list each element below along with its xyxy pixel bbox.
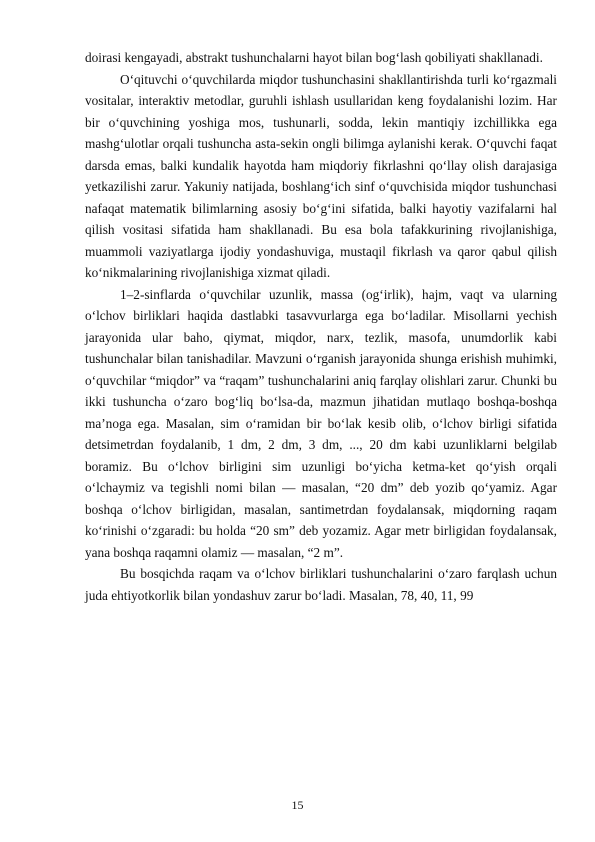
paragraph-number-vs-unit: Bu bosqichda raqam va o‘lchov birliklari tushunchalarini o‘zaro farqlash uchun juda ehtiyotkorlik bilan yondashuv zarur bo‘ladi. Masalan, 78, 40, 11, 99 — [85, 566, 557, 603]
body-text — [85, 47, 557, 606]
paragraph-teacher-methods: O‘qituvchi o‘quvchilarda miqdor tushunchasini shakllantirishda turli ko‘rgazmali vositalar, interaktiv metodlar, guruhli ishlash usullaridan keng foydalanishi lozim. Har bir o‘quvchining yoshiga mos, tushunarli, sodda, lekin mantiqiy izchillikka ega mashg‘ulotlar orqali tushuncha asta-sekin ongli bilimga aylanishi kerak. O‘quvchi faqat darsda emas, balki kundalik hayotda ham miqdoriy fikrlashni qo‘llay olish darajasiga yetkazilishi zarur. Yakuniy natijada, boshlang‘ich sinf o‘quvchisida miqdor tushunchasi nafaqat matematik bilimlarning asosiy bo‘g‘ini sifatida, balki hayotiy vazifalarni hal qilish vositasi sifatida ham shakllanadi. Bu esa bola tafakkurining rivojlanishiga, muammoli vaziyatlarga ijodiy yondashuviga, mustaqil fikrlash va qaror qabul qilish ko‘nikmalarining rivojlanishiga xizmat qiladi. — [85, 71, 557, 280]
page-number: 15 — [291, 798, 304, 812]
paragraph-grades-1-2: 1–2-sinflarda o‘quvchilar uzunlik, massa (og‘irlik), hajm, vaqt va ularning o‘lchov birliklari haqida dastlabki tasavvurlarga ega bo‘ladilar. Misollarni yechish jarayonida ular baho, qiymat, miqdor, narx, tezlik, masofa, unumdorlik kabi tushunchalar bilan tanishadilar. Mavzuni o‘rganish jarayonida shunga erishish muhimki, o‘quvchilar “miqdor” va “raqam” tushunchalarini aniq farqlay olishlari zarur. Chunki bu ikki tushuncha o‘zaro bog‘liq bo‘lsa-da, mazmun jihatidan mutlaqo boshqa-boshqa ma’noga ega. Masalan, sim o‘ramidan bir bo‘lak kesib olib, o‘lchov birligi sifatida detsimetrdan foydalanib, 1 dm, 2 dm, 3 dm, ..., 20 dm kabi uzunliklarni belgilab boramiz. Bu o‘lchov birligini sim uzunligi bo‘yicha ketma-ket qo‘yish orqali o‘lchaymiz va tegishli nomi bilan — masalan, “20 dm” deb yozib qo‘yamiz. Agar boshqa o‘lchov birligidan, masalan, santimetrdan foydalansak, miqdorning raqam ko‘rinishi o‘zgaradi: bu holda “20 sm” deb yozamiz. Agar metr birligidan foydalansak, yana boshqa raqamni olamiz — masalan, “2 m”. — [85, 286, 557, 560]
paragraph-continuation: doirasi kengayadi, abstrakt tushunchalarni hayot bilan bog‘lash qobiliyati shakllanadi. — [85, 50, 543, 65]
